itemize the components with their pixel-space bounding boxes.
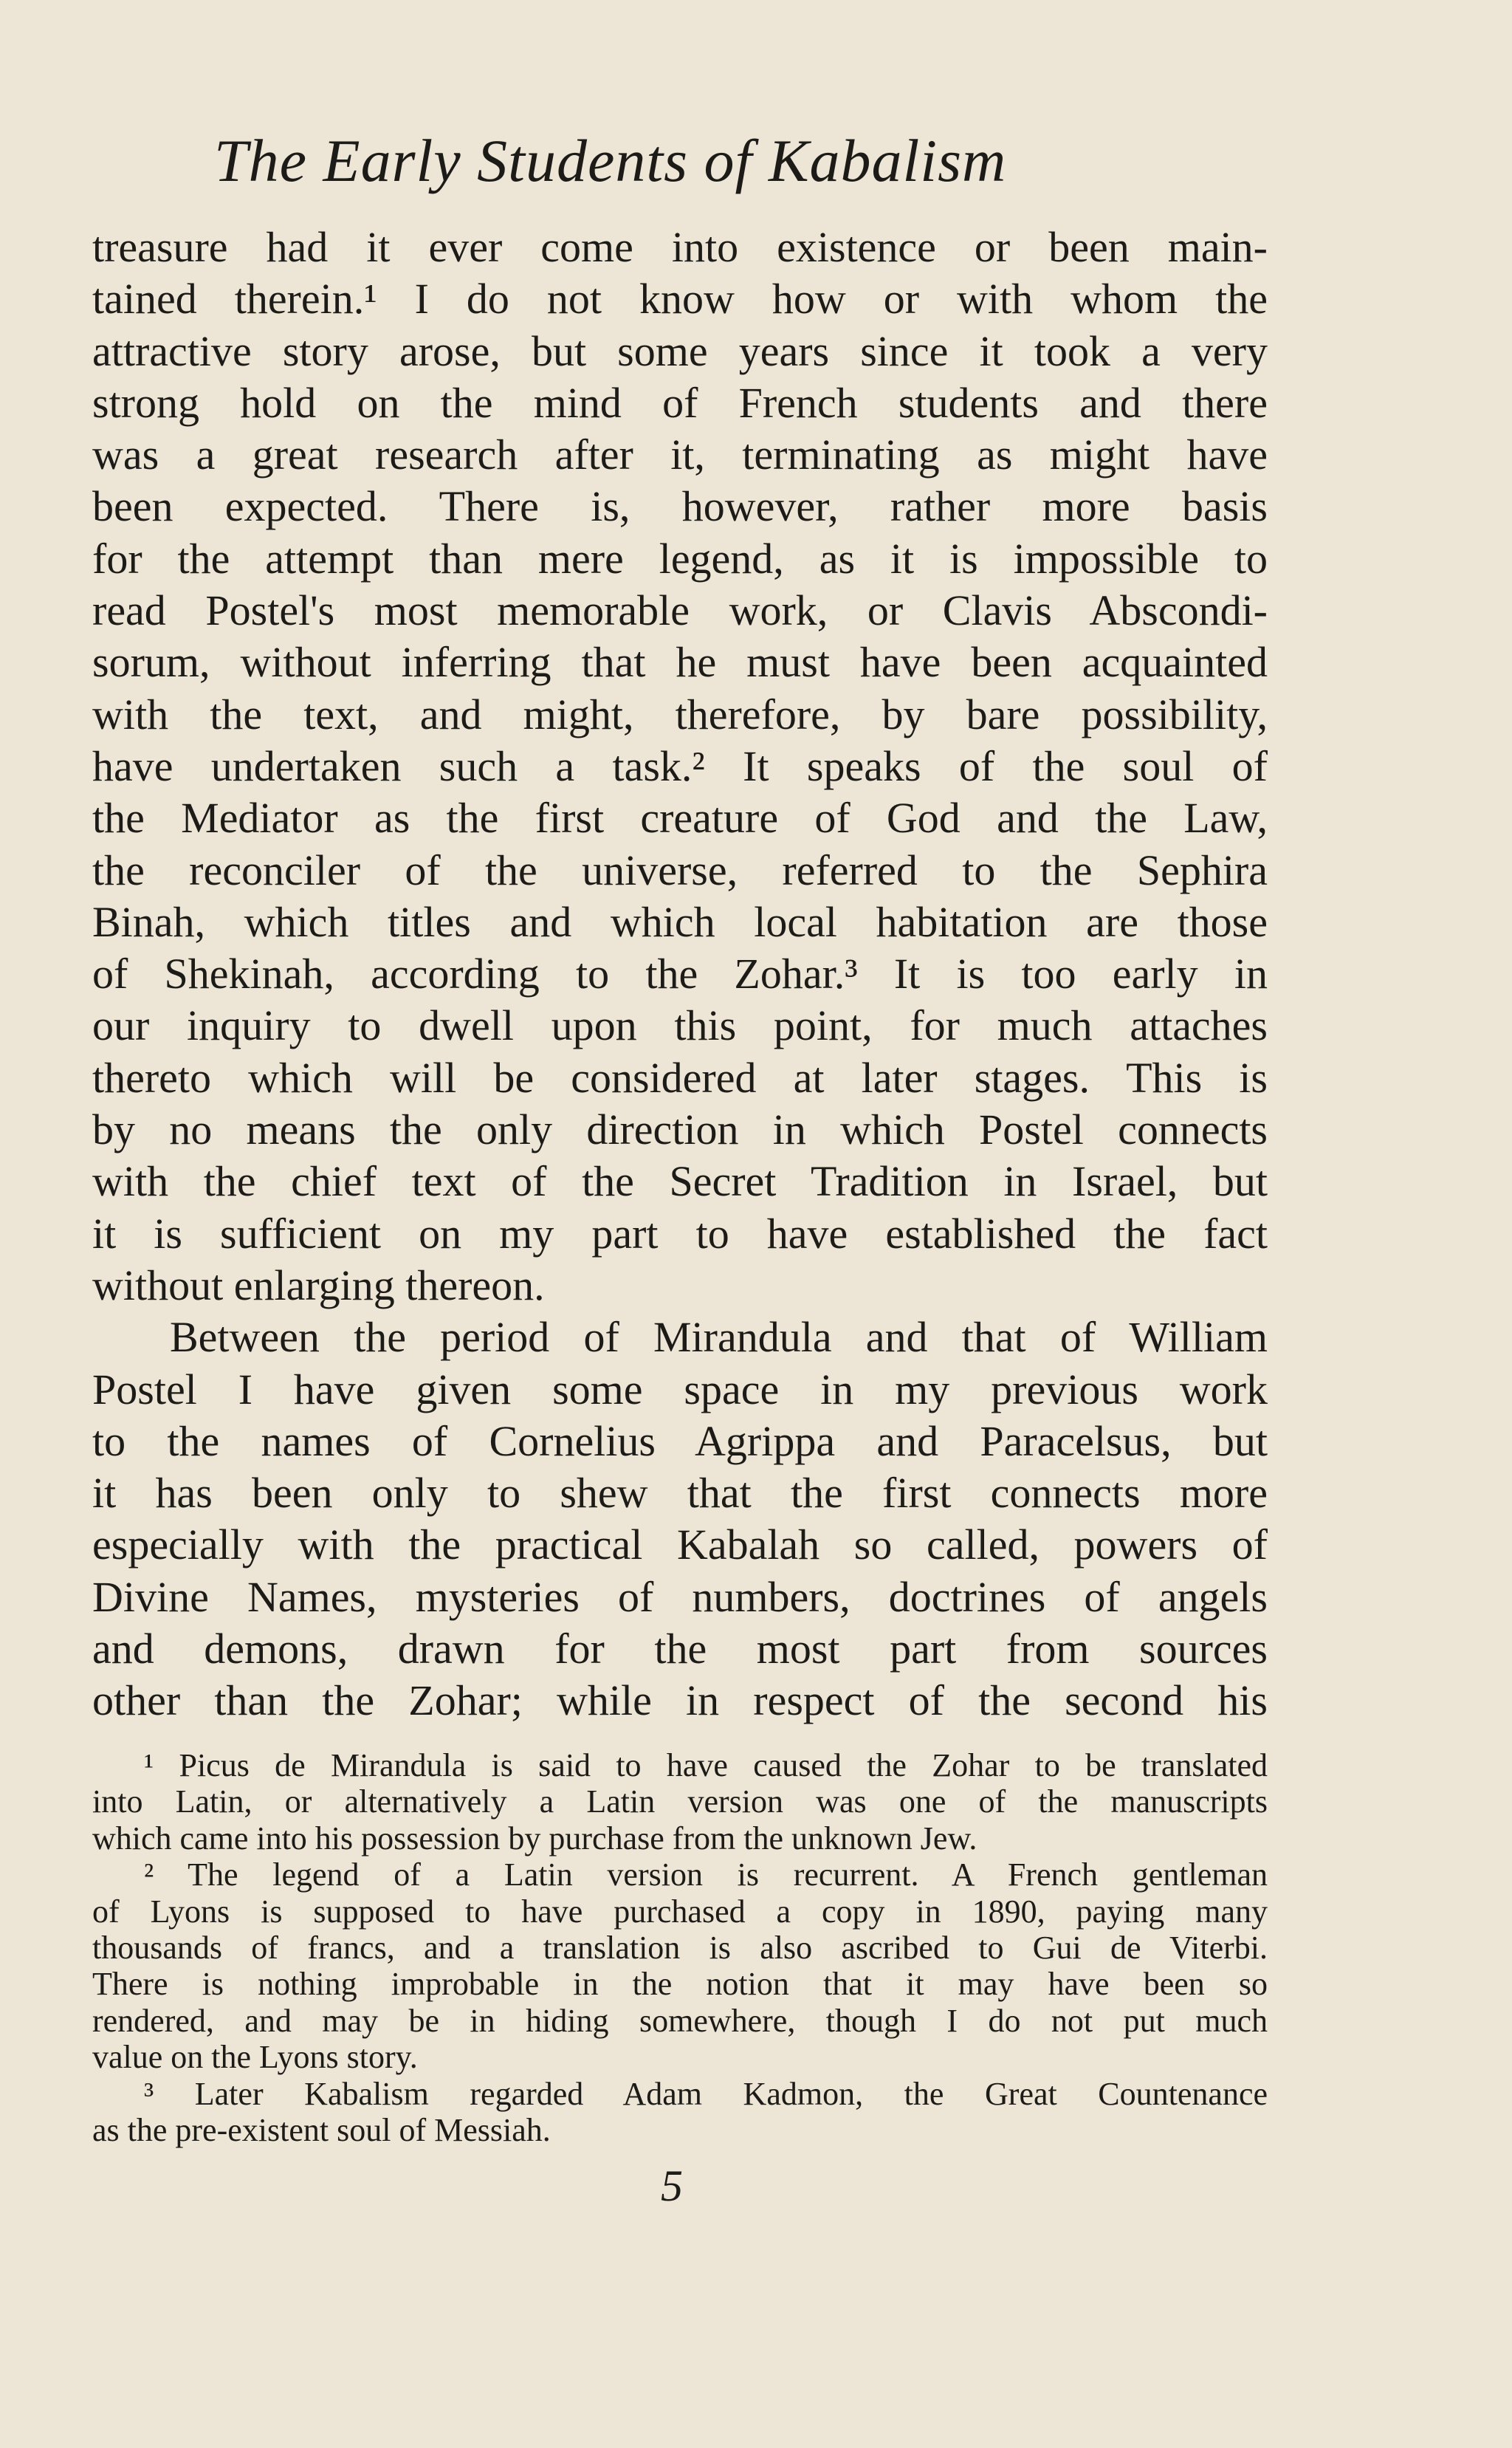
body-line: it is sufficient on my part to have established the fact [92,1209,1268,1258]
footnote-line: into Latin, or alternatively a Latin version was one of the manuscripts [92,1783,1268,1820]
running-head: The Early Students of Kabalism [214,127,1007,194]
body-line: have undertaken such a task.² It speaks of the soul of [92,741,1268,790]
body-text [92,222,1268,1727]
body-line: by no means the only direction in which Postel connects [92,1105,1268,1154]
body-line: without enlarging thereon. [92,1261,545,1309]
footnote-line: as the pre-existent soul of Messiah. [92,2111,551,2148]
page-number: 5 [661,2161,683,2210]
body-line: read Postel's most memorable work, or Clavis Abscondi- [92,586,1268,635]
body-line: for the attempt than mere legend, as it is impossible to [92,534,1268,583]
body-line: treasure had it ever come into existence or been main- [92,223,1268,271]
footnote-line: of Lyons is supposed to have purchased a copy in 1890, paying many [92,1893,1268,1930]
body-line: Binah, which titles and which local habitation are those [92,897,1268,946]
body-line: thereto which will be considered at later stages. This is [92,1053,1268,1102]
body-line: Divine Names, mysteries of numbers, doctrines of angels [92,1572,1268,1621]
body-line: other than the Zohar; while in respect of the second his [92,1676,1268,1725]
body-line: the Mediator as the first creature of God and the Law, [92,794,1268,843]
footnote-line: ² The legend of a Latin version is recurrent. A French gentleman [144,1856,1268,1893]
body-line: been expected. There is, however, rather more basis [92,482,1268,531]
body-line: sorum, without inferring that he must have been acquainted [92,638,1268,687]
body-line: Postel I have given some space in my previous work [92,1365,1268,1413]
body-line: to the names of Cornelius Agrippa and Paracelsus, but [92,1416,1268,1465]
body-line: and demons, drawn for the most part from sources [92,1625,1268,1673]
body-line: with the text, and might, therefore, by bare possibility, [92,690,1268,738]
body-line: Between the period of Mirandula and that of William [170,1313,1268,1362]
body-line: the reconciler of the universe, referred to the Sephira [92,846,1268,894]
footnote-line: thousands of francs, and a translation is also ascribed to Gui de Viterbi. [92,1929,1268,1966]
body-line: especially with the practical Kabalah so called, powers of [92,1520,1268,1569]
footnote-line: which came into his possession by purchase from the unknown Jew. [92,1820,977,1856]
footnote-line: value on the Lyons story. [92,2039,418,2076]
body-line: with the chief text of the Secret Tradition in Israel, but [92,1157,1268,1206]
footnote-line: ³ Later Kabalism regarded Adam Kadmon, the Great Countenance [144,2075,1268,2112]
footnote-line: There is nothing improbable in the notion that it may have been so [92,1966,1268,2003]
body-line: it has been only to shew that the first connects more [92,1469,1268,1518]
body-line: strong hold on the mind of French students and there [92,378,1268,427]
body-line: tained therein.¹ I do not know how or with whom the [92,275,1268,323]
footnote-line: rendered, and may be in hiding somewhere, though I do not put much [92,2002,1268,2039]
body-line: our inquiry to dwell upon this point, for much attaches [92,1001,1268,1050]
footnotes [92,1747,1268,2148]
footnote-line: ¹ Picus de Mirandula is said to have caused the Zohar to be translated [144,1747,1268,1783]
body-line: of Shekinah, according to the Zohar.³ It is too early in [92,950,1268,998]
body-line: was a great research after it, terminating as might have [92,431,1268,479]
body-line: attractive story arose, but some years since it took a very [92,326,1268,375]
